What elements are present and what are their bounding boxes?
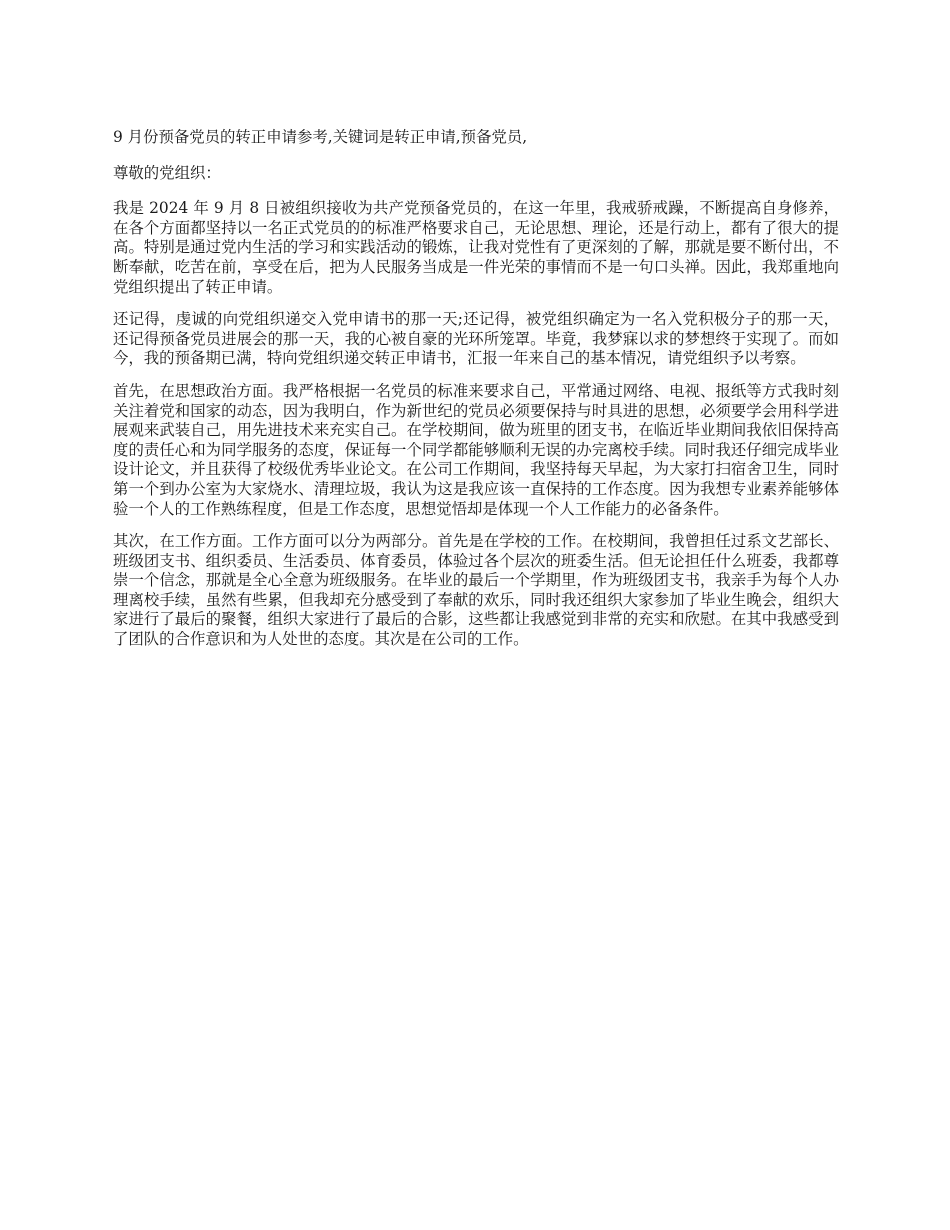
paragraph-recollection: 还记得，虔诚的向党组织递交入党申请书的那一天;还记得，被党组织确定为一名入党积极分子的那一天，还记得预备党员进展会的那一天，我的心被自豪的光环所笼罩。毕竟，我梦寐以求的梦想终于实现了。而如今，我的预备期已满，特向党组织递交转正申请书，汇报一年来自己的基本情况，请党组织予以考察。 [113,310,839,368]
paragraph-political: 首先，在思想政治方面。我严格根据一名党员的标准来要求自己，平常通过网络、电视、报纸等方式我时刻关注着党和国家的动态，因为我明白，作为新世纪的党员必须要保持与时具进的思想，必须要学会用科学进展观来武装自己，用先进技术来充实自己。在学校期间，做为班里的团支书，在临近毕业期间我依旧保持高度的责任心和为同学服务的态度，保证每一个同学都能够顺利无误的办完离校手续。同时我还仔细完成毕业设计论文，并且获得了校级优秀毕业论文。在公司工作期间，我坚持每天早起，为大家打扫宿舍卫生，同时第一个到办公室为大家烧水、清理垃圾，我认为这是我应该一直保持的工作态度。因为我想专业素养能够体验一个人的工作熟练程度，但是工作态度，思想觉悟却是体现一个人工作能力的必备条件。 [113,381,839,518]
document-page [113,128,839,663]
salutation: 尊敬的党组织： [113,163,221,182]
document-header-line: 9 月份预备党员的转正申请参考,关键词是转正申请,预备党员, [113,128,528,146]
paragraph-work: 其次，在工作方面。工作方面可以分为两部分。首先是在学校的工作。在校期间，我曾担任过系文艺部长、班级团支书、组织委员、生活委员、体育委员，体验过各个层次的班委生活。但无论担任什么班委，我都尊崇一个信念，那就是全心全意为班级服务。在毕业的最后一个学期里，作为班级团支书，我亲手为每个人办理离校手续，虽然有些累，但我却充分感受到了奉献的欢乐，同时我还组织大家参加了毕业生晚会，组织大家进行了最后的聚餐，组织大家进行了最后的合影，这些都让我感觉到非常的充实和欣慰。在其中我感受到了团队的合作意识和为人处世的态度。其次是在公司的工作。 [113,532,839,649]
paragraph-intro: 我是 2024 年 9 月 8 日被组织接收为共产党预备党员的，在这一年里，我戒骄戒躁，不断提高自身修养，在各个方面都坚持以一名正式党员的的标准严格要求自己，无论思想、理论，还是行动上，都有了很大的提高。特别是通过党内生活的学习和实践活动的锻炼，让我对党性有了更深刻的了解，那就是要不断付出，不断奉献，吃苦在前，享受在后，把为人民服务当成是一件光荣的事情而不是一句口头禅。因此，我郑重地向党组织提出了转正申请。 [113,199,839,296]
